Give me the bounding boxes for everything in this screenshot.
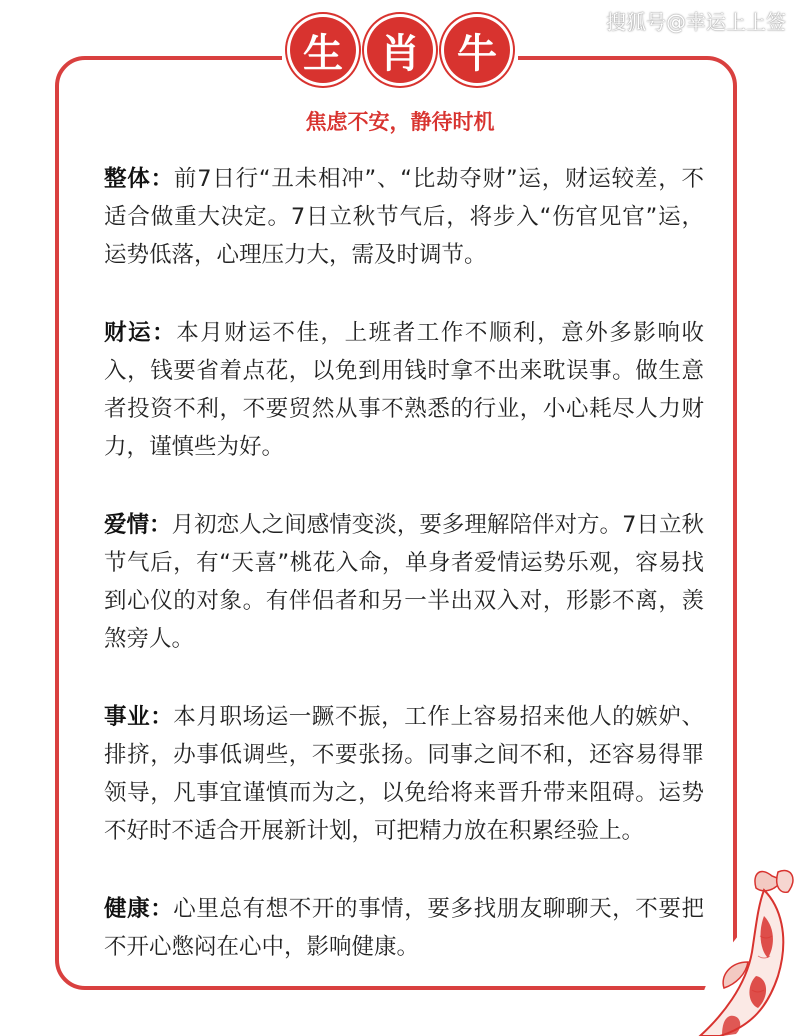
subtitle: 焦虑不安，静待时机 (305, 110, 495, 134)
section-wealth (104, 314, 704, 466)
section-text: 本月职场运一蹶不振，工作上容易招来他人的嫉妒、排挤，办事低调些，不要张扬。同事之间不和，还容易得罪领导，凡事宜谨慎而为之，以免给将来晋升带来阻碍。运势不好时不适合开展新计划，可把精力放在积累经验上。 (104, 704, 704, 844)
section-health (104, 890, 704, 966)
section-text: 本月财运不佳，上班者工作不顺利，意外多影响收入，钱要省着点花，以免到用钱时拿不出来耽误事。做生意者投资不利，不要贸然从事不熟悉的行业，小心耗尽人力财力，谨慎些为好。 (104, 320, 704, 460)
section-career (104, 698, 704, 850)
title-char-2: 肖 (367, 17, 433, 83)
section-text: 前7日行“丑未相冲”、“比劫夺财”运，财运较差，不适合做重大决定。7日立秋节气后，将步入“伤官见官”运，运势低落，心理压力大，需及时调节。 (104, 166, 704, 268)
section-label: 财运： (104, 320, 177, 346)
section-label: 爱情： (104, 512, 172, 538)
title-char-1: 生 (290, 17, 356, 83)
section-overall (104, 160, 704, 274)
watermark: 搜狐号@幸运上上签 (606, 10, 786, 34)
fortune-content (104, 160, 704, 1006)
zodiac-title (282, 14, 518, 90)
section-love (104, 506, 704, 658)
koi-fish-icon (660, 866, 800, 1036)
section-text: 月初恋人之间感情变淡，要多理解陪伴对方。7日立秋节气后，有“天喜”桃花入命，单身者爱情运势乐观，容易找到心仪的对象。有伴侣者和另一半出双入对，形影不离，羡煞旁人。 (104, 512, 704, 652)
section-label: 事业： (104, 704, 174, 730)
title-char-3: 牛 (444, 17, 510, 83)
section-text: 心里总有想不开的事情，要多找朋友聊聊天，不要把不开心憋闷在心中，影响健康。 (104, 896, 704, 960)
section-label: 整体： (104, 166, 174, 192)
section-label: 健康： (104, 896, 174, 922)
